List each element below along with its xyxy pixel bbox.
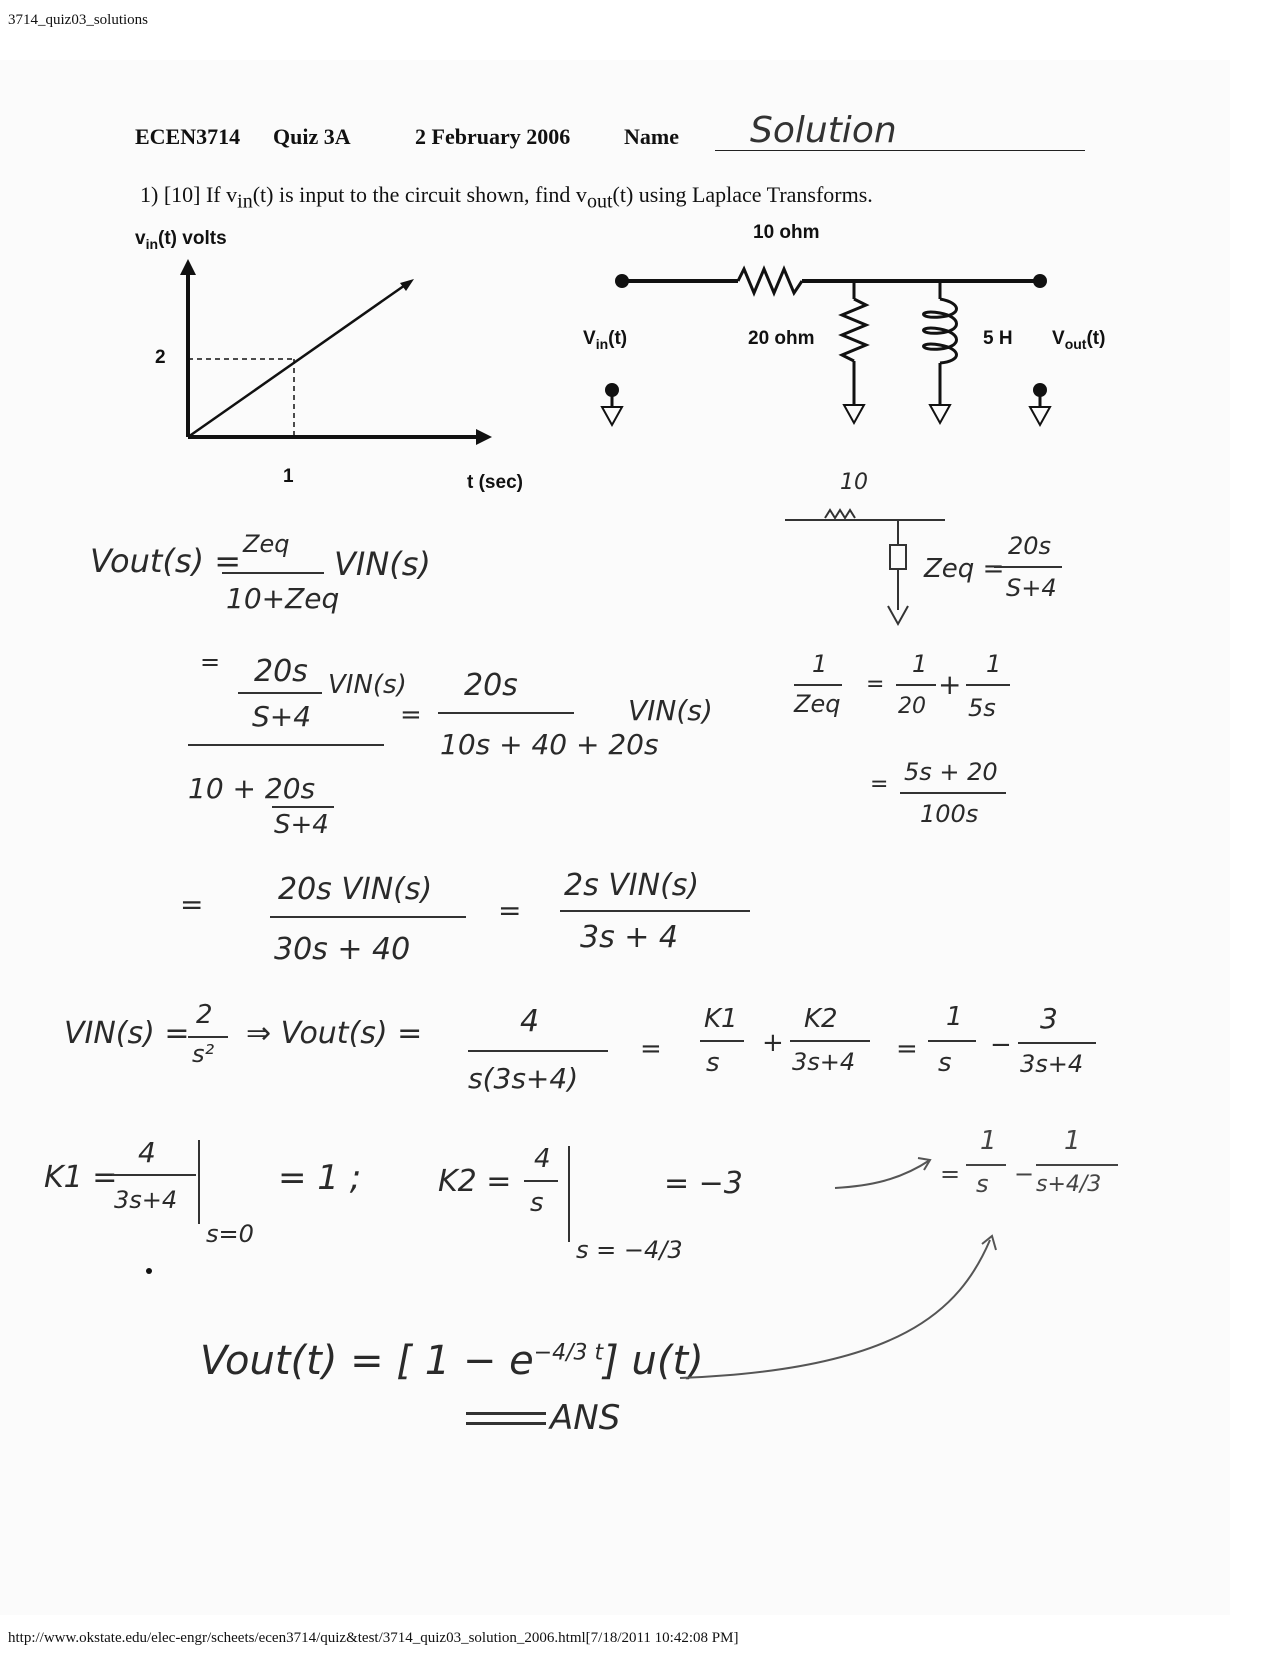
hw-l4-r1den: s bbox=[938, 1048, 952, 1078]
hw-l5-k1sub: s=0 bbox=[206, 1220, 254, 1248]
hw-l1: Vout(s) = bbox=[90, 542, 242, 580]
hw-l2-inner-bar bbox=[238, 692, 322, 694]
hw-side-inv-bar bbox=[794, 684, 842, 686]
quiz-id: Quiz 3A bbox=[273, 124, 351, 149]
hw-side-b-num: 1 bbox=[986, 650, 1002, 678]
r1-label: 10 ohm bbox=[753, 222, 820, 243]
hw-side-inv-num: 1 bbox=[812, 650, 828, 678]
hw-l2-eq: = bbox=[200, 648, 221, 676]
hw-side-c-den: 100s bbox=[920, 800, 979, 828]
circuit-diagram bbox=[590, 255, 1070, 445]
hw-l4-eq2: = bbox=[896, 1034, 918, 1064]
hw-l4-minus: − bbox=[990, 1030, 1012, 1060]
hw-l5-k1den: 3s+4 bbox=[114, 1186, 178, 1214]
hw-side-c-bar bbox=[900, 792, 1006, 794]
hw-l3-num: 20s VIN(s) bbox=[278, 872, 433, 907]
quiz-date: 2 February 2006 bbox=[415, 124, 571, 149]
vout-label: $V_{out}(t)$ bbox=[1052, 328, 1106, 352]
hw-l4-s: s bbox=[706, 1048, 720, 1078]
hw-l5-k2num: 4 bbox=[534, 1144, 551, 1174]
hw-l4-k2-bar bbox=[790, 1040, 870, 1042]
hw-l5-k2sub: s = −4/3 bbox=[576, 1236, 683, 1264]
hw-l2-den: S+4 bbox=[252, 700, 312, 733]
graph-xlabel: t (sec) bbox=[467, 472, 523, 493]
hw-l3-den2: 3s + 4 bbox=[580, 920, 679, 955]
y-axis-arrow bbox=[180, 259, 196, 275]
hw-l5-k1-eval-bar bbox=[198, 1140, 200, 1224]
hw-side-eq2: = bbox=[870, 772, 889, 797]
hw-side-a-den: 20 bbox=[898, 694, 926, 719]
graph-ylabel: $v_{in}(t)$ volts bbox=[135, 228, 227, 252]
hw-l3-eq2: = bbox=[498, 894, 522, 927]
hw-l4-vin-num: 2 bbox=[196, 1000, 213, 1030]
hw-l4-vin-bar bbox=[188, 1036, 228, 1038]
hw-l2-vin2: VIN(s) bbox=[628, 694, 713, 727]
vout-node bbox=[1033, 274, 1047, 288]
hw-l5-r-eq: = bbox=[940, 1160, 961, 1188]
hw-l5-r-minus: − bbox=[1014, 1160, 1035, 1188]
hw-l5-k1num: 4 bbox=[138, 1136, 156, 1169]
hw-side-zeq: Zeq = bbox=[924, 554, 1005, 584]
ans-underline-1 bbox=[466, 1412, 546, 1415]
hw-side-a-num: 1 bbox=[912, 650, 928, 678]
hw-l2-num2: 20s bbox=[464, 668, 518, 703]
r2-label: 20 ohm bbox=[748, 328, 815, 349]
hw-l4-plus: + bbox=[762, 1028, 784, 1058]
hw-ans: ANS bbox=[550, 1398, 621, 1438]
hw-l4-r2num: 3 bbox=[1040, 1002, 1058, 1035]
hw-l5-k2den: s bbox=[530, 1188, 544, 1218]
hw-side-c-num: 5s + 20 bbox=[904, 758, 998, 786]
hw-side-inv-den: Zeq bbox=[794, 690, 841, 718]
hw-l4-r1-bar bbox=[928, 1040, 976, 1042]
hw-l3-num2: 2s VIN(s) bbox=[564, 868, 700, 903]
hw-l5-r-num2: 1 bbox=[1064, 1126, 1081, 1156]
hw-side-zeq-den: S+4 bbox=[1006, 574, 1057, 602]
hw-l4-vin: VIN(s) = bbox=[64, 1016, 190, 1051]
hw-l2-big-bar bbox=[188, 744, 384, 746]
resistor-10 bbox=[738, 269, 802, 293]
problem-statement: 1) [10] If $v_{in}(t)$ is input to the circuit shown, find $v_{out}(t)$ using Laplace Transforms. bbox=[140, 182, 873, 213]
hw-l2-vin: VIN(s) bbox=[328, 670, 407, 700]
inductor-5h bbox=[924, 299, 957, 363]
hw-side-a-bar bbox=[896, 684, 936, 686]
hw-side-r: 10 bbox=[840, 470, 868, 495]
resistor-20 bbox=[842, 299, 866, 361]
hw-l2-small-bar bbox=[272, 806, 334, 808]
hw-l4-k2den: 3s+4 bbox=[792, 1048, 856, 1076]
graph-ytick: 2 bbox=[155, 347, 166, 368]
hw-side-plus: + bbox=[938, 668, 962, 701]
hw-l3-den: 30s + 40 bbox=[274, 932, 411, 967]
hw-l2-big-den: 10 + 20s bbox=[188, 772, 316, 805]
hw-side-b-bar bbox=[966, 684, 1010, 686]
hw-l5-r-bar1 bbox=[966, 1164, 1006, 1166]
inductor-label: 5 H bbox=[983, 328, 1013, 349]
hw-l1-den: 10+Zeq bbox=[226, 582, 340, 615]
hw-l4-vin-den: s² bbox=[192, 1040, 215, 1068]
hw-l5-k1-bar bbox=[112, 1174, 196, 1176]
name-value: Solution bbox=[750, 110, 897, 151]
hw-l2-bar2 bbox=[438, 712, 574, 714]
hw-side-eq: = bbox=[866, 672, 885, 697]
hw-l4-r2-bar bbox=[1018, 1042, 1096, 1044]
hw-l6: Vout(t) = [ $1 - e^{-4/3 t}$] u(t) bbox=[200, 1338, 704, 1384]
x-axis-arrow bbox=[476, 429, 492, 445]
page-footer: http://www.okstate.edu/elec-engr/scheets/ecen3714/quiz&test/3714_quiz03_solution_2006.html[7/18/2011 10:42:08 PM] bbox=[8, 1630, 739, 1646]
name-label: Name bbox=[624, 124, 679, 149]
hw-l4-den: s(3s+4) bbox=[468, 1062, 579, 1095]
ramp-arrow bbox=[400, 279, 414, 291]
stray-dot bbox=[146, 1268, 152, 1274]
page-header: 3714_quiz03_solutions bbox=[8, 12, 149, 28]
ramp-line bbox=[188, 283, 408, 437]
ground-1 bbox=[844, 405, 864, 423]
hw-l4-k1: K1 bbox=[704, 1004, 738, 1034]
hw-l4-num: 4 bbox=[520, 1004, 540, 1039]
graph-xtick: 1 bbox=[283, 466, 294, 487]
hw-curly-arrow bbox=[830, 1150, 940, 1200]
hw-l2-num: 20s bbox=[254, 654, 308, 689]
hw-l3-bar bbox=[270, 916, 466, 918]
input-ramp-graph bbox=[170, 255, 510, 455]
ground-vin bbox=[602, 407, 622, 425]
hw-l3-bar2 bbox=[560, 910, 750, 912]
hw-l4-arrow: ⇒ Vout(s) = bbox=[246, 1016, 423, 1051]
course-id: ECEN3714 bbox=[135, 124, 241, 149]
hw-l5-r-num1: 1 bbox=[980, 1126, 997, 1156]
hw-side-b-den: 5s bbox=[968, 694, 996, 722]
hw-l5-k1: K1 = bbox=[44, 1160, 118, 1195]
ans-underline-2 bbox=[466, 1422, 546, 1425]
hw-l4-bar bbox=[468, 1050, 608, 1052]
hw-l5-k2-eval-bar bbox=[568, 1146, 570, 1242]
hw-l4-r1num: 1 bbox=[946, 1002, 963, 1032]
hw-l2-eq2: = bbox=[400, 700, 422, 730]
ground-vout bbox=[1030, 407, 1050, 425]
vin-label: $V_{in}(t)$ bbox=[583, 328, 628, 352]
hw-l2-den2: 10s + 40 + 20s bbox=[440, 728, 659, 761]
hw-l5-r-den2: s+4/3 bbox=[1036, 1172, 1102, 1197]
hw-l4-eq: = bbox=[640, 1034, 662, 1064]
hw-l4-k2: K2 bbox=[804, 1004, 838, 1034]
hw-l1-rest: VIN(s) bbox=[334, 545, 431, 583]
hw-l5-r-bar2 bbox=[1036, 1164, 1118, 1166]
hw-side-zeq-num: 20s bbox=[1008, 532, 1052, 560]
hw-l5-k1val: = 1 ; bbox=[278, 1158, 362, 1198]
hw-l5-k2val: = −3 bbox=[664, 1166, 743, 1201]
hw-l5-r-den1: s bbox=[976, 1170, 989, 1198]
hw-l5-k2-bar bbox=[524, 1180, 558, 1182]
hw-answer-arrow bbox=[660, 1230, 1020, 1390]
hw-l4-r2den: 3s+4 bbox=[1020, 1050, 1084, 1078]
hw-l3-eq: = bbox=[180, 888, 204, 921]
hw-l1-bar bbox=[222, 572, 324, 574]
ground-2 bbox=[930, 405, 950, 423]
hw-l5-k2: K2 = bbox=[438, 1164, 512, 1199]
hw-l1-num: Zeq bbox=[243, 530, 290, 558]
hw-side-zeq-bar bbox=[994, 566, 1062, 568]
hw-l4-k1-bar bbox=[700, 1040, 744, 1042]
hw-l2-big-den2: S+4 bbox=[274, 810, 329, 840]
